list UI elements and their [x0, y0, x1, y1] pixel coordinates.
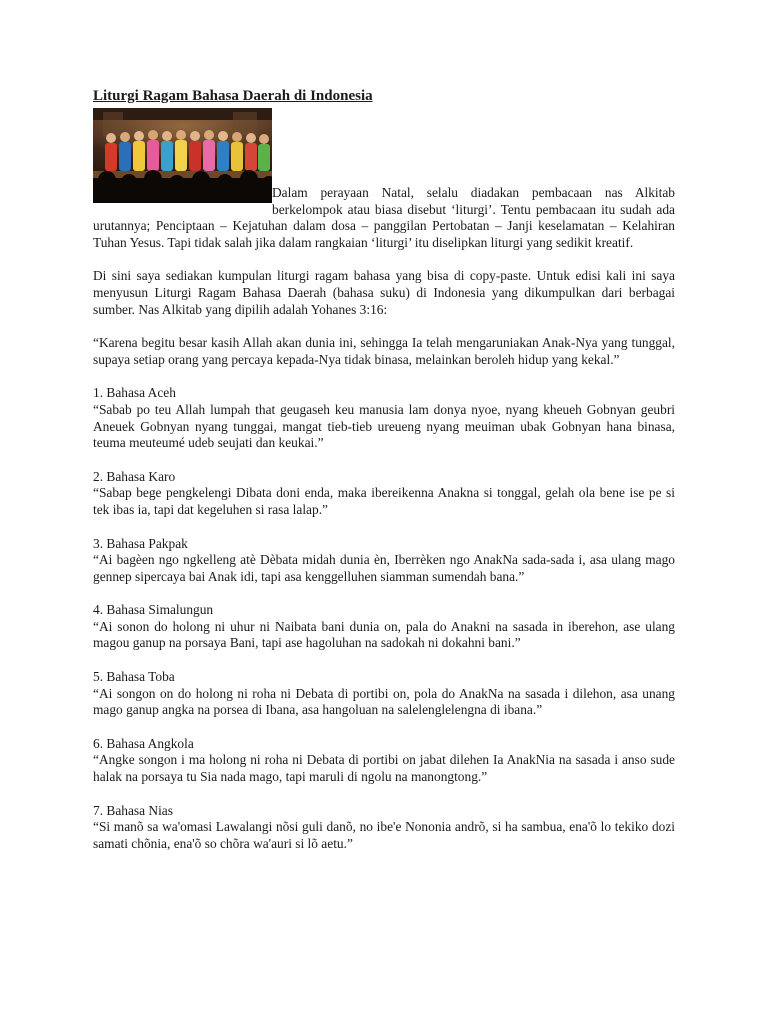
entry-heading: 5. Bahasa Toba [93, 669, 175, 685]
choir-photo [93, 108, 272, 203]
entry-heading: 1. Bahasa Aceh [93, 385, 176, 401]
entry-heading: 7. Bahasa Nias [93, 802, 173, 818]
document-title: Liturgi Ragam Bahasa Daerah di Indonesia [93, 88, 373, 104]
list-item [93, 736, 675, 786]
list-item [93, 602, 675, 652]
entry-text: “Sabap bege pengkelengi Dibata doni enda, maka ibereikenna Anakna si tonggal, gelah ola bene ise pe si tek ibas ia, tapi dat kegeluhen si rasa lalap.” [93, 485, 675, 517]
list-item [93, 803, 675, 853]
entry-heading: 6. Bahasa Angkola [93, 735, 194, 751]
entry-text: “Ai songon on do holong ni roha ni Debata di portibi on, pola do AnakNa na sasada i dilehon, asa unang mago ganup angka na porsea di Ibana, asa hangoluan na salelenglelengna di ibana.” [93, 685, 675, 718]
list-item [93, 385, 675, 451]
entry-text: “Angke songon i ma holong ni roha ni Debata di portibi on jabat dilehen Ia AnakNia na sasada i anso sude halak na porsaya tu Sia nada mago, tapi maruli di ngolu na manongtong.” [93, 752, 675, 785]
entry-text: “Sabab po teu Allah lumpah that geugaseh keu manusia lam donya nyoe, nyang kheueh Gobnyan geubri Aneuek Gobnyan nyang tunggai, mangat tieb-tieb ureueng nyang meuiman ubak Gobnyan hana binasa, teuma meuteumé udeb seujati dan keukai.” [93, 401, 675, 451]
document-page [93, 86, 675, 852]
list-item [93, 669, 675, 719]
list-item [93, 536, 675, 586]
entry-heading: 4. Bahasa Simalungun [93, 602, 214, 618]
list-item [93, 469, 675, 519]
paragraph-sources: Di sini saya sediakan kumpulan liturgi ragam bahasa yang bisa di copy-paste. Untuk edisi kali ini saya menyusun Liturgi Ragam Bahasa Daerah (bahasa suku) di Indonesia yang dikumpulkan dari berbagai sumber. Nas Alkitab yang dipilih adalah Yohanes 3:16: [93, 268, 675, 317]
entry-text: “Ai sonon do holong ni uhur ni Naibata bani dunia on, pala do Anakni na sasada in iberehon, ase ulang magou ganup na porsaya Bani, tapi ase hagoluhan na sadokah ni dokahni bani.” [93, 618, 675, 651]
intro-text: Dalam perayaan Natal, selalu diadakan pembacaan nas Alkitab berkelompok atau biasa disebut ‘liturgi’. Tentu pembacaan itu sudah ada urutannya; Penciptaan – Kejatuhan dalam dosa – panggilan Pertobatan – Janji keselamatan – Kelahiran Tuhan Yesus. Tapi tidak salah jika dalam rangkaian ‘liturgi’ itu diselipkan liturgi yang sedikit kreatif. [93, 185, 675, 250]
entry-text: “Ai bagèen ngo ngkelleng atè Dèbata midah dunia èn, Iberrèken ngo AnakNa sada-sada i, asa ulang mago gennep sipercaya bai Anak idi, tapi asa kenggelluhen siamman sumendah bana.” [93, 552, 675, 584]
entry-text: “Si manõ sa wa'omasi Lawalangi nõsi guli danõ, no ibe'e Nononia andrõ, si ha sambua, ena'õ lo tekiko dozi samati chõnia, ena'õ so chõra wa'auri si lõ aetu.” [93, 819, 675, 851]
entry-heading: 2. Bahasa Karo [93, 468, 176, 484]
verse-quote: “Karena begitu besar kasih Allah akan dunia ini, sehingga Ia telah mengaruniakan Anak-Nya yang tunggal, supaya setiap orang yang percaya kepada-Nya tidak binasa, melainkan beroleh hidup yang kekal.” [93, 335, 675, 367]
entry-heading: 3. Bahasa Pakpak [93, 535, 188, 551]
intro-paragraph [93, 106, 675, 251]
choir-photo-image [93, 108, 272, 203]
